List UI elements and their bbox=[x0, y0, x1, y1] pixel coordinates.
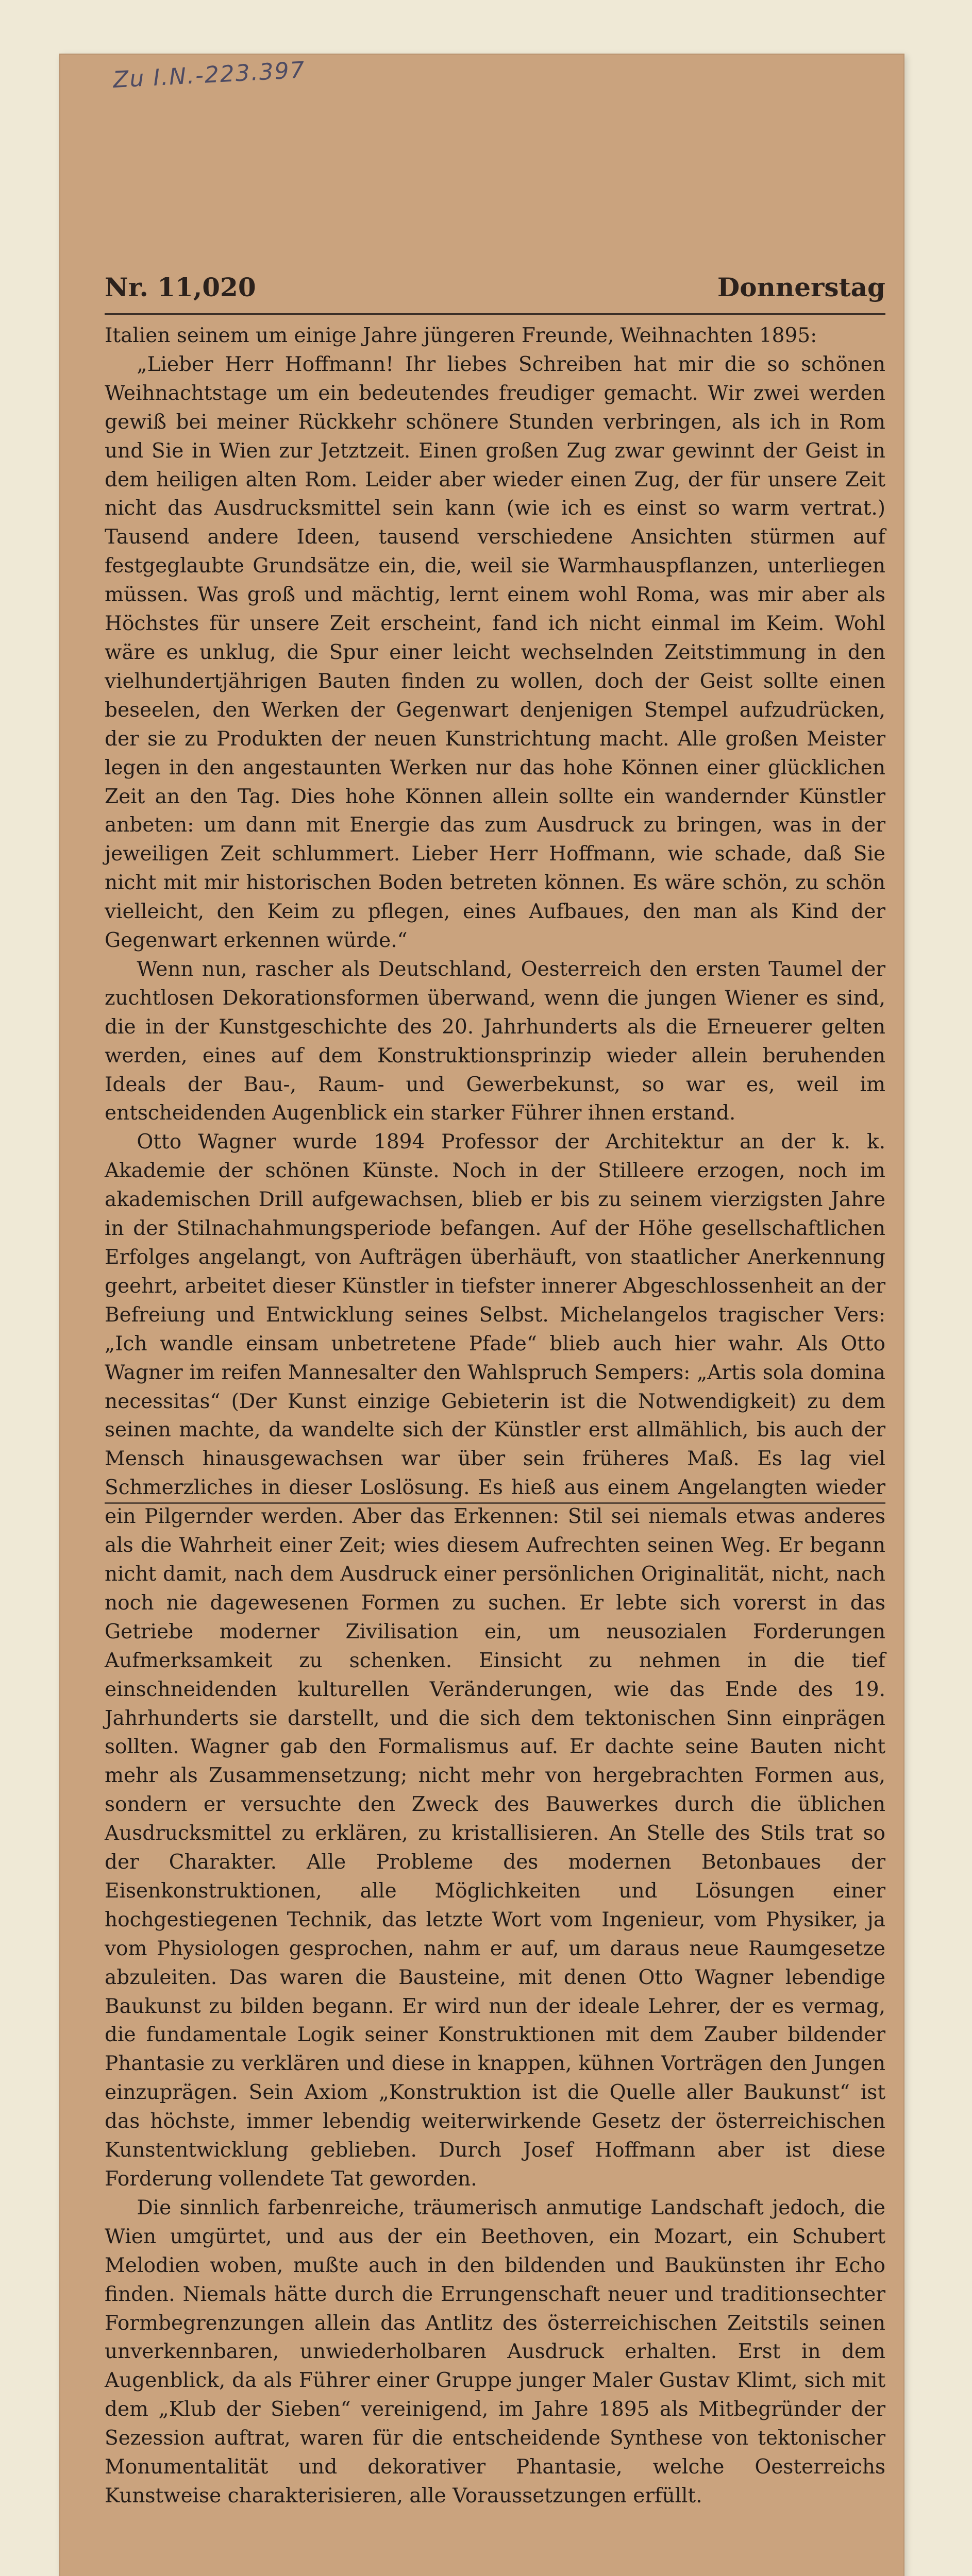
paragraph-otto-wagner: Otto Wagner wurde 1894 Professor der Architektur an der k. k. Akademie der schönen Künste. Noch in der Stilleere erzogen, noch im akademischen Drill aufgewachsen, blieb er bis zu seinem vierzigsten Jahre in der Stilnachahmungsperiode befangen. Auf der Höhe gesellschaftlichen Erfolges angelangt, von Aufträgen überhäuft, von staatlicher Anerkennung geehrt, arbeitet dieser Künstler in tiefster innerer Abgeschlossenheit an der Befreiung und Entwicklung seines Selbst. Michelangelos tragischer Vers: „Ich wandle einsam unbetretene Pfade“ blieb auch hier wahr. Als Otto Wagner im reifen Mannesalter den Wahlspruch Sempers: „Artis sola domina necessitas“ (Der Kunst einzige Gebieterin ist die Notwendigkeit) zu dem seinen machte, da wandelte sich der Künstler erst allmählich, bis auch der Mensch hinausgewachsen war über sein früheres Maß. Es lag viel Schmerzliches in dieser Loslösung. Es hieß aus einem Angelangten wieder ein Pilgernder werden. Aber das Erkennen: Stil sei niemals etwas anderes als die Wahrheit einer Zeit; wies diesem Aufrechten seinen Weg. Er begann nicht damit, nach dem Ausdruck einer persönlichen Originalität, nicht, nach noch nie dagewesenen Formen zu suchen. Er lebte sich vorerst in das Getriebe moderner Zivilisation ein, um neusozialen Forderungen Aufmerksamkeit zu schenken. Einsicht zu nehmen in die tief einschneidenden kulturellen Veränderungen, wie das Ende des 19. Jahrhunderts sie darstellt, und die sich dem tektonischen Sinn einprägen sollten. Wagner gab den Formalismus auf. Er dachte seine Bauten nicht mehr als Zusammensetzung; nicht mehr von hergebrachten Formen aus, sondern er versuchte den Zweck des Bauwerkes durch die üblichen Ausdrucksmittel zu erklären, zu kristallisieren. An Stelle des Stils trat so der Charakter. Alle Probleme des modernen Betonbaues der Eisenkonstruktionen, alle Möglichkeiten und Lösungen einer hochgestiegenen Technik, das letzte Wort vom Ingenieur, vom Physiker, ja vom Physiologen gesprochen, nahm er auf, um daraus neue Raumgesetze abzuleiten. Das waren die Bausteine, mit denen Otto Wagner lebendige Baukunst zu bilden begann. Er wird nun der ideale Lehrer, der es vermag, die fundamentale Logik seiner Konstruktionen mit dem Zauber bildender Phantasie zu verklären und diese in knappen, kühnen Vorträgen den Jungen einzuprägen. Sein Axiom „Konstruktion ist die Quelle aller Baukunst“ ist das höchste, immer lebendig weiterwirkende Gesetz der österreichischen Kunstentwicklung geblieben. Durch Josef Hoffmann aber ist diese Forderung vollendete Tat geworden. bbox=[105, 1130, 885, 2191]
newspaper-header bbox=[105, 272, 885, 315]
paragraph-opening: Italien seinem um einige Jahre jüngeren Freunde, Weihnachten 1895: bbox=[105, 324, 817, 347]
weekday-label: Donnerstag bbox=[717, 272, 885, 302]
paragraph-letter-quote: „Lieber Herr Hoffmann! Ihr liebes Schreiben hat mir die so schönen Weihnachtstage um ein bedeutendes freudiger gemacht. Wir zwei werden gewiß bei meiner Rückkehr schönere Stunden verbringen, als ich in Rom und Sie in Wien zur Jetztzeit. Einen großen Zug zwar gewinnt der Geist in dem heiligen alten Rom. Leider aber wieder einen Zug, der für unsere Zeit nicht das Ausdrucksmittel sein kann (wie ich es einst so warm vertrat.) Tausend andere Ideen, tausend verschiedene Ansichten stürmen auf festgeglaubte Grundsätze ein, die, weil sie Warmhauspflanzen, unterliegen müssen. Was groß und mächtig, lernt einem wohl Roma, was mir aber als Höchstes für unsere Zeit erscheint, fand ich nicht einmal im Keim. Wohl wäre es unklug, die Spur einer leicht wechselnden Zeitstimmung in den vielhundertjährigen Bauten finden zu wollen, doch der Geist sollte einen beseelen, den Werken der Gegenwart denjenigen Stempel aufzudrücken, der sie zu Produkten der neuen Kunstrichtung macht. Alle großen Meister legen in den angestaunten Werken nur das hohe Können einer glücklichen Zeit an den Tag. Dies hohe Können allein sollte ein wandernder Künstler anbeten: um dann mit Energie das zum Ausdruck zu bringen, was in der jeweiligen Zeit schlummert. Lieber Herr Hoffmann, wie schade, daß Sie nicht mit mir historischen Boden betreten können. Es wäre schön, zu schön vielleicht, den Keim zu pflegen, eines Aufbaues, den man als Kind der Gegenwart erkennen würde.“ bbox=[105, 352, 885, 953]
issue-number: Nr. 11,020 bbox=[105, 272, 256, 302]
archive-pencil-mark: Zu I.N.-223.397 bbox=[112, 57, 306, 93]
strikethrough-line bbox=[105, 1502, 885, 1504]
article-body bbox=[105, 321, 885, 2511]
paragraph-vienna-renewal: Wenn nun, rascher als Deutschland, Oesterreich den ersten Taumel der zuchtlosen Dekorationsformen überwand, wenn die jungen Wiener es sind, die in der Kunstgeschichte des 20. Jahrhunderts als die Erneuerer gelten werden, eines auf dem Konstruktionsprinzip wieder allein beruhenden Ideals der Bau-, Raum- und Gewerbekunst, so war es, weil im entscheidenden Augenblick ein starker Führer ihnen erstand. bbox=[105, 957, 885, 1125]
paragraph-landscape-klimt: Die sinnlich farbenreiche, träumerisch anmutige Landschaft jedoch, die Wien umgürtet, und aus der ein Beethoven, ein Mozart, ein Schubert Melodien woben, mußte auch in den bildenden und Baukünsten ihr Echo finden. Niemals hätte durch die Errungenschaft neuer und traditionsechter Formbegrenzungen allein das Antlitz des österreichischen Zeitstils seinen unverkennbaren, unwiederholbaren Ausdruck erhalten. Erst in dem Augenblick, da als Führer einer Gruppe junger Maler Gustav Klimt, sich mit dem „Klub der Sieben“ vereinigend, im Jahre 1895 als Mitbegründer der Sezession auftrat, waren für die entscheidende Synthese von tektonischer Monumentalität und dekorativer Phantasie, welche Oesterreichs Kunstweise charakterisieren, alle Voraussetzungen erfüllt. bbox=[105, 2196, 885, 2507]
